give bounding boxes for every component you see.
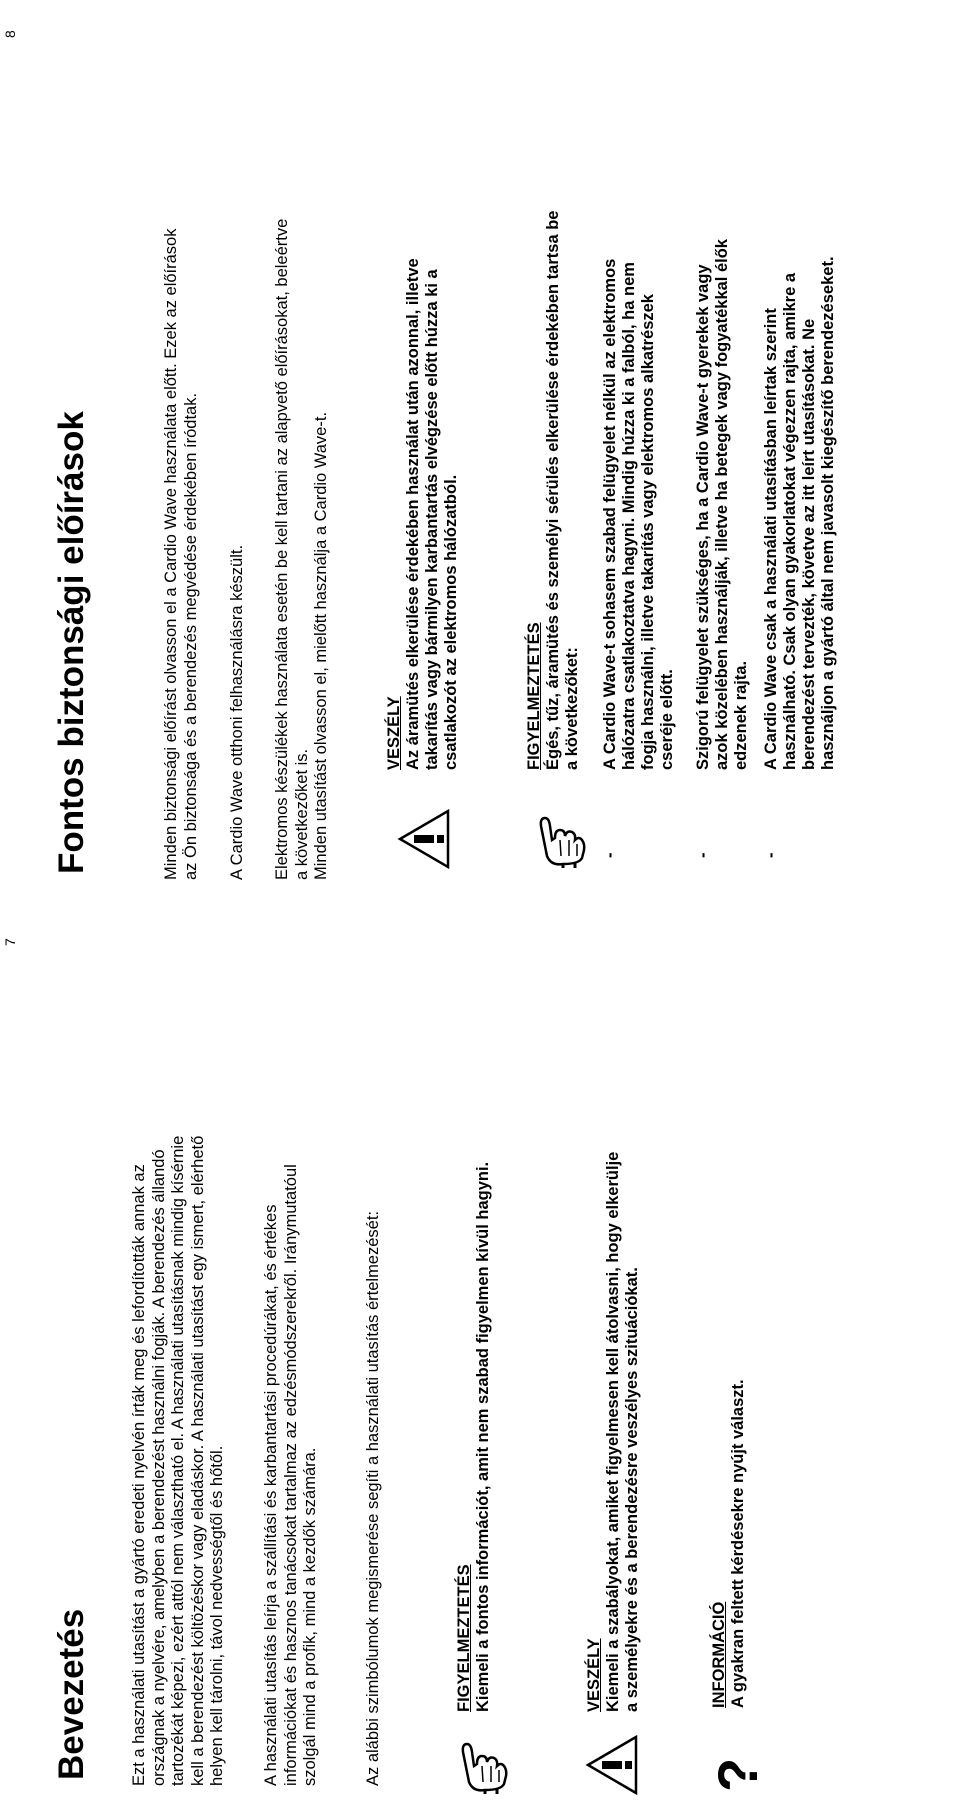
symbol-heading: FIGYELMEZTETÉS	[455, 1564, 473, 1712]
text-line: csatlakozót az elektromos hálózatból.	[442, 474, 460, 770]
text-line: Szigorú felügyelet szükséges, ha a Cardio Wave-t gyerekek vagy	[694, 264, 712, 770]
text-line: a következőket is.	[292, 748, 311, 880]
text-line: az Ön biztonsága és a berendezés megvédése érdekében íródtak.	[181, 392, 200, 880]
text-line: Kiemeli a szabályokat, amiket figyelmesen kell átolvasni, hogy elkerülje	[604, 1151, 622, 1712]
text-line: használjon a gyártó által nem javasolt kiegészítő berendezéseket.	[819, 256, 837, 770]
text-line: Minden utasítást olvasson el, mielőtt használja a Cardio Wave-t.	[312, 411, 330, 880]
bullet-item	[762, 10, 838, 858]
danger-heading: VESZÉLY	[385, 696, 403, 770]
bullet-dash: -	[694, 852, 712, 858]
bullet-text	[694, 10, 751, 770]
text-line: A Cardio Wave-t sohasem szabad felügyelet nélkül az elektromos	[601, 258, 619, 770]
bullet-item	[601, 10, 677, 858]
electrical-paragraph	[273, 219, 332, 880]
text-line: azok közelében használják, illetve ha betegek vagy fogyatékkal élők	[713, 239, 731, 770]
page-7	[0, 916, 960, 1796]
page-number: 8	[2, 30, 18, 38]
text-line: információkat és hasznos tanácsokat tartalmaz az edzésmódszerekről. Iránymutatóul	[281, 1164, 300, 1786]
text-line: Kiemeli a fontos információt, amit nem szabad figyelmen kívül hagyni.	[474, 1161, 492, 1712]
page-number: 7	[2, 938, 18, 946]
text-line: helyen kell tárolni, távol nedvességtől és hőtől.	[208, 1445, 226, 1786]
bullet-text	[601, 10, 677, 770]
symbol-description	[710, 1148, 748, 1708]
page-title: Fontos biztonsági előírások	[52, 411, 91, 874]
warning-heading: FIGYELMEZTETÉS	[525, 622, 543, 770]
pointing-hand-icon	[455, 1736, 511, 1796]
symbol-heading: INFORMÁCIÓ	[710, 1601, 728, 1708]
text-line: szolgál mind a profik, mind a kezdők számára.	[301, 1447, 319, 1786]
text-line: kell a berendezést költözéskor vagy eladáskor. A használati utasítást egy ismert, elérhető	[188, 1135, 207, 1786]
bullet-item	[694, 10, 751, 858]
symbols-intro: Az alábbi szimbólumok megismerése segíti a használati utasítás értelmezését:	[364, 1210, 382, 1786]
bullet-text	[762, 10, 838, 770]
page-8	[0, 10, 960, 890]
symbol-description	[455, 1152, 493, 1712]
intro-paragraph	[162, 229, 201, 880]
text-line: A használati utasítás leírja a szállítási és karbantartási procedúrákat, és értékes	[262, 1204, 280, 1786]
warning-text	[525, 10, 582, 770]
symbol-heading: VESZÉLY	[585, 1638, 603, 1712]
text-line: Minden biztonsági előírást olvasson el a Cardio Wave használata előtt. Ezek az előírások	[162, 228, 180, 880]
text-line: hálózatra csatlakoztatva hagyni. Mindig húzza ki a falból, ha nem	[620, 262, 638, 770]
danger-text	[385, 0, 461, 770]
page-title: Bevezetés	[52, 1608, 91, 1780]
question-mark-icon: ?	[706, 1757, 769, 1792]
text-line: a következőket:	[563, 647, 581, 770]
text-line: Ezt a használati utasítást a gyártó eredeti nyelvén írták meg és lefordították annak az	[130, 1164, 148, 1786]
text-line: A gyakran feltett kérdésekre nyújt választ.	[729, 1379, 747, 1708]
intro-paragraph	[130, 926, 228, 1786]
text-line: használható. Csak olyan gyakorlatokat végezzen rajta, amikre a	[781, 272, 799, 770]
text-line: Az áramütés elkerülése érdekében használat után azonnal, illetve	[404, 258, 422, 770]
home-use-note: A Cardio Wave otthoni felhasználásra készült.	[228, 544, 246, 880]
exclamation-triangle-icon	[397, 808, 451, 870]
bullet-dash: -	[762, 852, 780, 858]
text-line: országnak a nyelvére, amelyben a berendezést használni fogják. A berendezés állandó	[149, 1149, 168, 1786]
text-line: tartozékát képezi, ezért attól nem választható el. A használati utasításnak mindig kísérnie	[169, 1135, 187, 1786]
bullet-dash: -	[601, 852, 619, 858]
text-line: berendezést tervezték, követve az itt leírt utasításokat. Ne	[800, 318, 818, 770]
guide-paragraph	[262, 926, 321, 1786]
text-line: A Cardio Wave csak a használati utasításban leírtak szerint	[762, 308, 780, 770]
text-line: cseréje előtt.	[658, 669, 676, 770]
exclamation-triangle-icon	[585, 1734, 639, 1796]
text-line: takarítás vagy bármilyen karbantartás elvégzése előtt húzza ki a	[423, 269, 441, 770]
text-line: Elektromos készülékek használata esetén be kell tartani az alapvető előírásokat, beleértve	[273, 218, 291, 880]
symbol-description	[585, 1112, 642, 1712]
text-line: edzenek rajta.	[732, 660, 750, 770]
text-line: a személyekre és a berendezésre veszélyes szituációkat.	[623, 1267, 641, 1712]
text-line: fogja használni, illetve takarítás vagy elektromos alkatrészek	[639, 294, 657, 770]
text-line: Égés, tűz, áramütés és személyi sérülés elkerülése érdekében tartsa be	[544, 210, 562, 770]
pointing-hand-icon	[533, 810, 589, 870]
